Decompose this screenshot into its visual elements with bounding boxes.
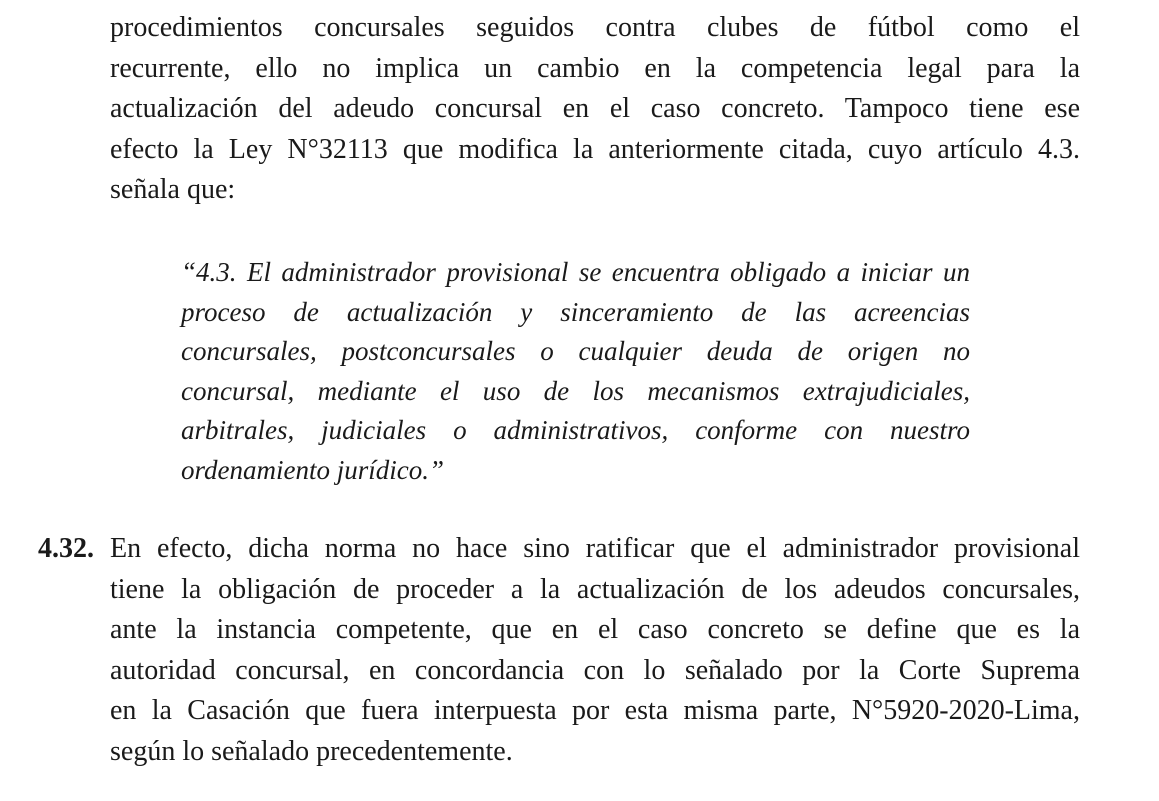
quote-line: concursales, postconcursales o cualquier deuda de origen no: [181, 336, 970, 367]
quote-line: “4.3. El administrador provisional se encuentra obligado a iniciar un: [181, 257, 970, 287]
quote-line: concursal, mediante el uso de los mecanismos extrajudiciales,: [181, 375, 970, 406]
intro-paragraph: [110, 8, 1080, 211]
text-line: actualización del adeudo concursal en el caso concreto. Tampoco tiene ese: [110, 93, 1080, 124]
section-number: 4.32.: [38, 533, 94, 564]
text-line: En efecto, dicha norma no hace sino ratificar que el administrador provisional: [110, 533, 1080, 564]
text-line: recurrente, ello no implica un cambio en la competencia legal para la: [110, 52, 1080, 84]
text-line: autoridad concursal, en concordancia con lo señalado por la Corte Suprema: [110, 654, 1080, 686]
quote-line: proceso de actualización y sinceramiento de las acreencias: [181, 296, 970, 327]
law-quote-block: [181, 253, 970, 491]
text-line: efecto la Ley N°32113 que modifica la anteriormente citada, cuyo artículo 4.3.: [110, 133, 1080, 165]
text-line: procedimientos concursales seguidos contra clubes de fútbol como el: [110, 12, 1080, 43]
text-line: ante la instancia competente, que en el caso concreto se define que es la: [110, 614, 1080, 645]
quote-line: ordenamiento jurídico.”: [181, 454, 444, 485]
quote-line: arbitrales, judiciales o administrativos, conforme con nuestro: [181, 415, 970, 446]
text-line: en la Casación que fuera interpuesta por esta misma parte, N°5920-2020-Lima,: [110, 695, 1080, 726]
text-line: según lo señalado precedentemente.: [110, 735, 513, 767]
section-4-32-paragraph: [110, 529, 1080, 772]
text-line: tiene la obligación de proceder a la actualización de los adeudos concursales,: [110, 573, 1080, 605]
text-line: señala que:: [110, 174, 236, 205]
